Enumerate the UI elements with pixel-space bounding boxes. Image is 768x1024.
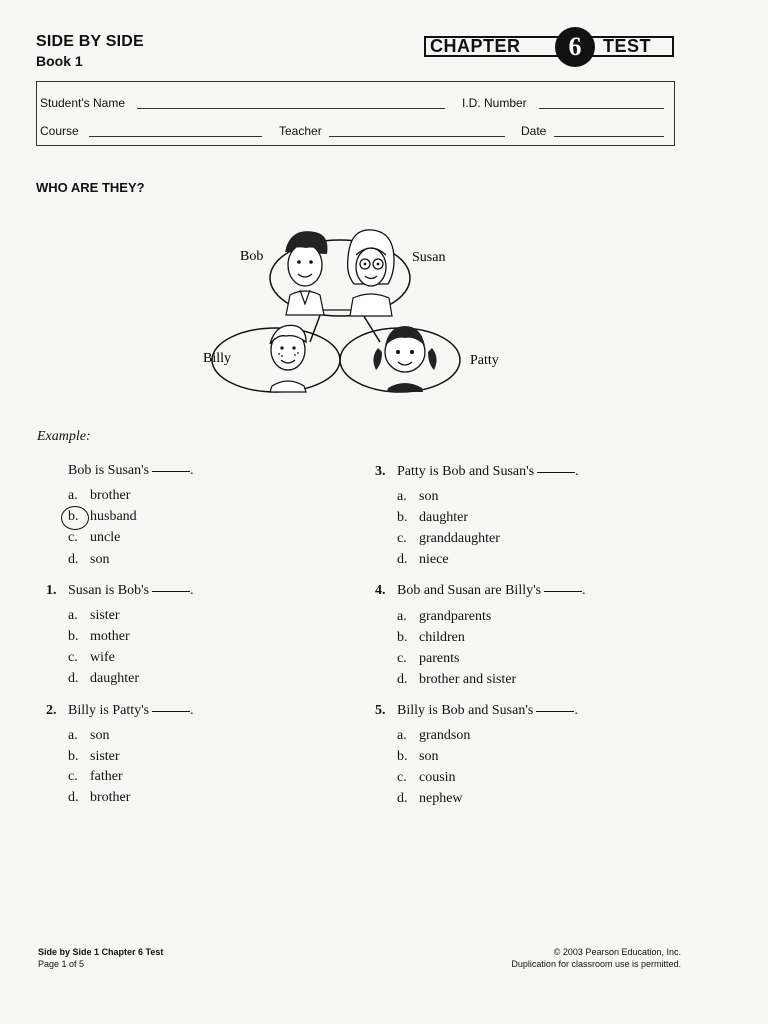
footer-right (511, 946, 681, 970)
example-stem-text: Bob is Susan's (68, 463, 150, 478)
family-tree-illustration (190, 220, 530, 400)
footer-test-title: Side by Side 1 Chapter 6 Test (38, 947, 164, 957)
patty-name-label: Patty (470, 353, 499, 368)
date-field[interactable] (554, 136, 664, 137)
question-4-option-c[interactable]: c. parents (397, 651, 460, 666)
example-option-a[interactable]: a. brother (68, 488, 131, 503)
bob-name-label: Bob (240, 249, 264, 264)
section-title: WHO ARE THEY? (36, 180, 145, 195)
teacher-field[interactable] (329, 136, 505, 137)
question-5-stem: 5. Billy is Bob and Susan's . (375, 703, 578, 718)
student-name-field[interactable] (137, 108, 445, 109)
course-label: Course (40, 124, 79, 138)
brand-title: SIDE BY SIDE (36, 33, 144, 50)
question-3-option-d[interactable]: d. niece (397, 552, 449, 567)
course-field[interactable] (89, 136, 262, 137)
teacher-label: Teacher (279, 124, 322, 138)
question-4-option-b[interactable]: b. children (397, 630, 465, 645)
footer-page-number: Page 1 of 5 (38, 959, 85, 969)
example-option-c[interactable]: c. uncle (68, 530, 121, 545)
example-blank (152, 471, 190, 472)
footer-duplication-note: Duplication for classroom use is permitted. (511, 959, 681, 969)
test-word: TEST (603, 36, 652, 56)
question-2-option-a[interactable]: a. son (68, 728, 110, 743)
bob-face-icon (285, 231, 328, 315)
question-1-stem: 1. Susan is Bob's . (46, 583, 194, 598)
question-1-option-c[interactable]: c. wife (68, 650, 115, 665)
id-number-field[interactable] (539, 108, 664, 109)
question-2-stem: 2. Billy is Patty's . (46, 703, 194, 718)
question-2-blank (152, 711, 190, 712)
question-1-option-a[interactable]: a. sister (68, 608, 120, 623)
question-4-stem: 4. Bob and Susan are Billy's . (375, 583, 586, 598)
example-stem: Bob is Susan's . (68, 463, 194, 478)
question-5-blank (536, 711, 574, 712)
question-5-option-a[interactable]: a. grandson (397, 728, 471, 743)
question-5-option-b[interactable]: b. son (397, 749, 439, 764)
question-3-option-b[interactable]: b. daughter (397, 510, 468, 525)
example-option-b[interactable]: b. husband (68, 509, 137, 524)
question-1-option-b[interactable]: b. mother (68, 629, 130, 644)
patty-face-icon (373, 326, 436, 392)
question-1-option-d[interactable]: d. daughter (68, 671, 139, 686)
question-5-option-d[interactable]: d. nephew (397, 791, 463, 806)
example-option-d[interactable]: d. son (68, 552, 110, 567)
susan-face-icon (348, 230, 394, 316)
susan-name-label: Susan (412, 250, 446, 265)
chapter-number-badge: 6 (555, 27, 595, 67)
answer-circle-mark (61, 506, 89, 530)
footer-left (38, 946, 163, 970)
billy-face-icon (270, 325, 306, 392)
footer-copyright: © 2003 Pearson Education, Inc. (553, 947, 681, 957)
question-2-option-c[interactable]: c. father (68, 769, 123, 784)
example-label: Example: (37, 429, 91, 444)
chapter-word: CHAPTER (430, 36, 521, 56)
question-3-option-a[interactable]: a. son (397, 489, 439, 504)
question-4-option-a[interactable]: a. grandparents (397, 609, 492, 624)
question-4-blank (544, 591, 582, 592)
id-number-label: I.D. Number (462, 96, 527, 110)
date-label: Date (521, 124, 547, 138)
question-1-blank (152, 591, 190, 592)
question-4-option-d[interactable]: d. brother and sister (397, 672, 517, 687)
question-3-stem: 3. Patty is Bob and Susan's . (375, 464, 579, 479)
question-2-option-d[interactable]: d. brother (68, 790, 131, 805)
book-label: Book 1 (36, 53, 83, 69)
question-5-option-c[interactable]: c. cousin (397, 770, 456, 785)
question-3-option-c[interactable]: c. granddaughter (397, 531, 500, 546)
question-2-option-b[interactable]: b. sister (68, 749, 120, 764)
question-3-blank (537, 472, 575, 473)
billy-name-label: Billy (203, 351, 232, 366)
student-name-label: Student's Name (40, 96, 126, 110)
